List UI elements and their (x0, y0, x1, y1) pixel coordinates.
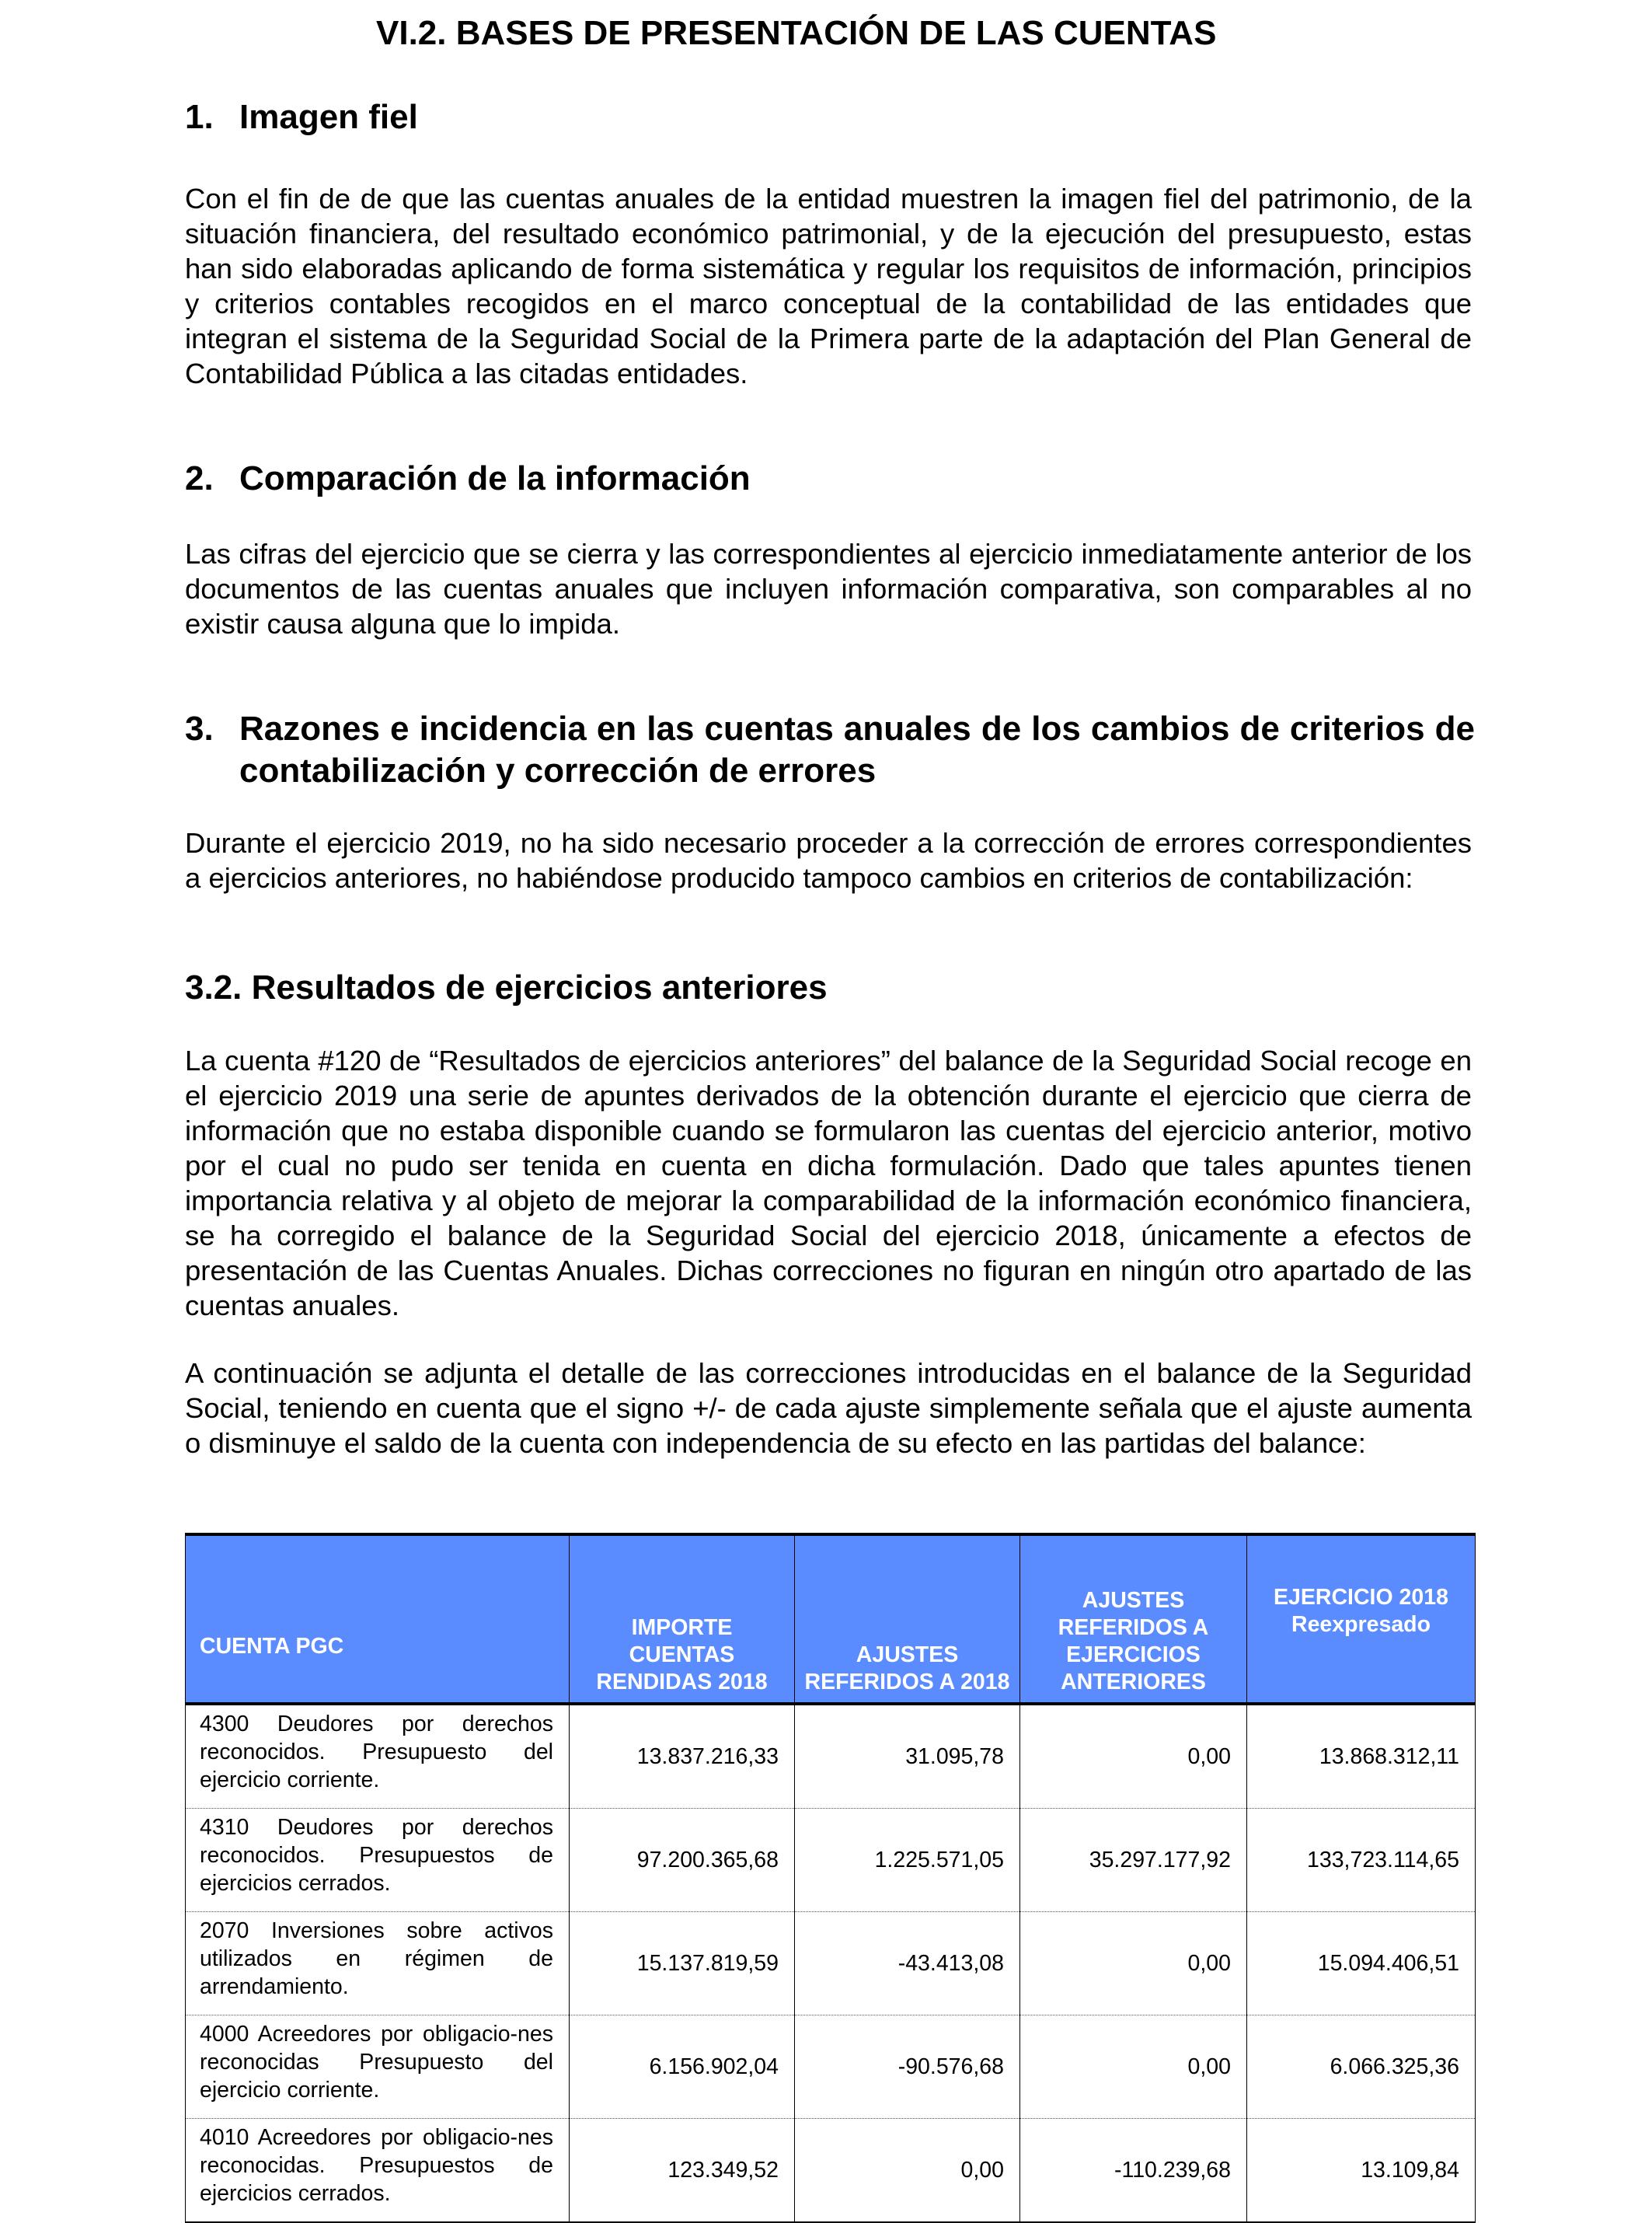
cell-importe: 13.837.216,33 (570, 1704, 795, 1809)
header-ajustes-anteriores: AJUSTES REFERIDOS A EJERCICIOS ANTERIORES (1020, 1534, 1247, 1704)
header-ejercicio-line-1: EJERCICIO 2018 (1274, 1585, 1448, 1610)
cell-importe: 15.137.819,59 (570, 1912, 795, 2015)
cell-ejercicio: 13.868.312,11 (1247, 1704, 1476, 1809)
section-1-title: Imagen fiel (239, 98, 418, 136)
cell-cuenta: 4000 Acreedores por obligacio-nes reconocidas Presupuesto del ejercicio corriente. (186, 2015, 570, 2119)
section-3-2-heading: 3.2. Resultados de ejercicios anteriores (185, 968, 828, 1007)
header-ejercicio-line-2: Reexpresado (1291, 1612, 1431, 1637)
cell-ajustes-anteriores: 0,00 (1020, 2015, 1247, 2119)
section-3-2-paragraph-2: A continuación se adjunta el detalle de las correcciones introducidas en el balance de la Seguridad Social, teniendo en cuenta que el signo +/- de cada ajuste simplemente señala que el ajuste aumenta o disminuye el saldo de la cuenta con independencia de su efecto en las partidas del balance: (185, 1357, 1472, 1459)
section-1-paragraph: Con el fin de de que las cuentas anuales de la entidad muestren la imagen fiel del patrimonio, de la situación financiera, del resultado económico patrimonial, y de la ejecución del presupuesto, estas han sido elaboradas aplicando de forma sistemática y regular los requisitos de información, principios y criterios contables recogidos en el marco conceptual de la contabilidad de las entidades que integran el sistema de la Seguridad Social de la Primera parte de la adaptación del Plan General de Contabilidad Pública a las citadas entidades. (185, 183, 1472, 389)
table-header-row (186, 1534, 1476, 1704)
section-2-title: Comparación de la información (239, 459, 751, 497)
section-2-heading (185, 458, 1475, 500)
cell-ajustes-2018: 0,00 (795, 2119, 1020, 2223)
header-ejercicio-2018 (1247, 1534, 1476, 1704)
cell-ejercicio: 6.066.325,36 (1247, 2015, 1476, 2119)
section-1-number: 1. (185, 98, 214, 136)
section-2-paragraph: Las cifras del ejercicio que se cierra y las correspondientes al ejercicio inmediatamente anterior de los documentos de las cuentas anuales que incluyen información comparativa, son comparables al no existir causa alguna que lo impida. (185, 538, 1472, 640)
header-cuenta-pgc: CUENTA PGC (186, 1534, 570, 1704)
cell-ajustes-2018: -43.413,08 (795, 1912, 1020, 2015)
cell-ajustes-2018: 31.095,78 (795, 1704, 1020, 1809)
table-row (186, 1704, 1476, 1809)
cell-ajustes-anteriores: -110.239,68 (1020, 2119, 1247, 2223)
table-row (186, 1912, 1476, 2015)
cell-ajustes-anteriores: 0,00 (1020, 1704, 1247, 1809)
cell-ejercicio: 15.094.406,51 (1247, 1912, 1476, 2015)
cell-ejercicio: 133,723.114,65 (1247, 1809, 1476, 1912)
cell-importe: 123.349,52 (570, 2119, 795, 2223)
section-1-heading (185, 96, 1475, 138)
cell-cuenta: 4310 Deudores por derechos reconocidos. Presupuestos de ejercicios cerrados. (186, 1809, 570, 1912)
cell-ajustes-2018: -90.576,68 (795, 2015, 1020, 2119)
cell-ajustes-anteriores: 0,00 (1020, 1912, 1247, 2015)
cell-cuenta: 4300 Deudores por derechos reconocidos. Presupuesto del ejercicio corriente. (186, 1704, 570, 1809)
section-3-heading (185, 708, 1475, 792)
cell-ajustes-2018: 1.225.571,05 (795, 1809, 1020, 1912)
cell-cuenta: 2070 Inversiones sobre activos utilizados en régimen de arrendamiento. (186, 1912, 570, 2015)
section-3-2-paragraph-1: La cuenta #120 de “Resultados de ejercicios anteriores” del balance de la Seguridad Social recoge en el ejercicio 2019 una serie de apuntes derivados de la obtención durante el ejercicio que cierra de información que no estaba disponible cuando se formularon las cuentas del ejercicio anterior, motivo por el cual no pudo ser tenida en cuenta en dicha formulación. Dado que tales apuntes tienen importancia relativa y al objeto de mejorar la comparabilidad de la información económico financiera, se ha corregido el balance de la Seguridad Social del ejercicio 2018, únicamente a efectos de presentación de las Cuentas Anuales. Dichas correcciones no figuran en ningún otro apartado de las cuentas anuales. (185, 1045, 1472, 1321)
table-row (186, 2015, 1476, 2119)
header-importe: IMPORTE CUENTAS RENDIDAS 2018 (570, 1534, 795, 1704)
cell-importe: 6.156.902,04 (570, 2015, 795, 2119)
table-row (186, 2119, 1476, 2223)
corrections-table (185, 1533, 1476, 2223)
cell-importe: 97.200.365,68 (570, 1809, 795, 1912)
header-ajustes-2018: AJUSTES REFERIDOS A 2018 (795, 1534, 1020, 1704)
section-3-paragraph: Durante el ejercicio 2019, no ha sido necesario proceder a la corrección de errores correspondientes a ejercicios anteriores, no habiéndose producido tampoco cambios en criterios de contabilización: (185, 827, 1472, 894)
page-title: VI.2. BASES DE PRESENTACIÓN DE LAS CUENTAS (376, 14, 1217, 52)
section-3-title: Razones e incidencia en las cuentas anuales de los cambios de criterios de contabilización y corrección de errores (239, 710, 1475, 790)
cell-ajustes-anteriores: 35.297.177,92 (1020, 1809, 1247, 1912)
cell-ejercicio: 13.109,84 (1247, 2119, 1476, 2223)
section-2-number: 2. (185, 459, 214, 497)
cell-cuenta: 4010 Acreedores por obligacio-nes reconocidas. Presupuestos de ejercicios cerrados. (186, 2119, 570, 2223)
table-row (186, 1809, 1476, 1912)
section-3-number: 3. (185, 710, 214, 748)
